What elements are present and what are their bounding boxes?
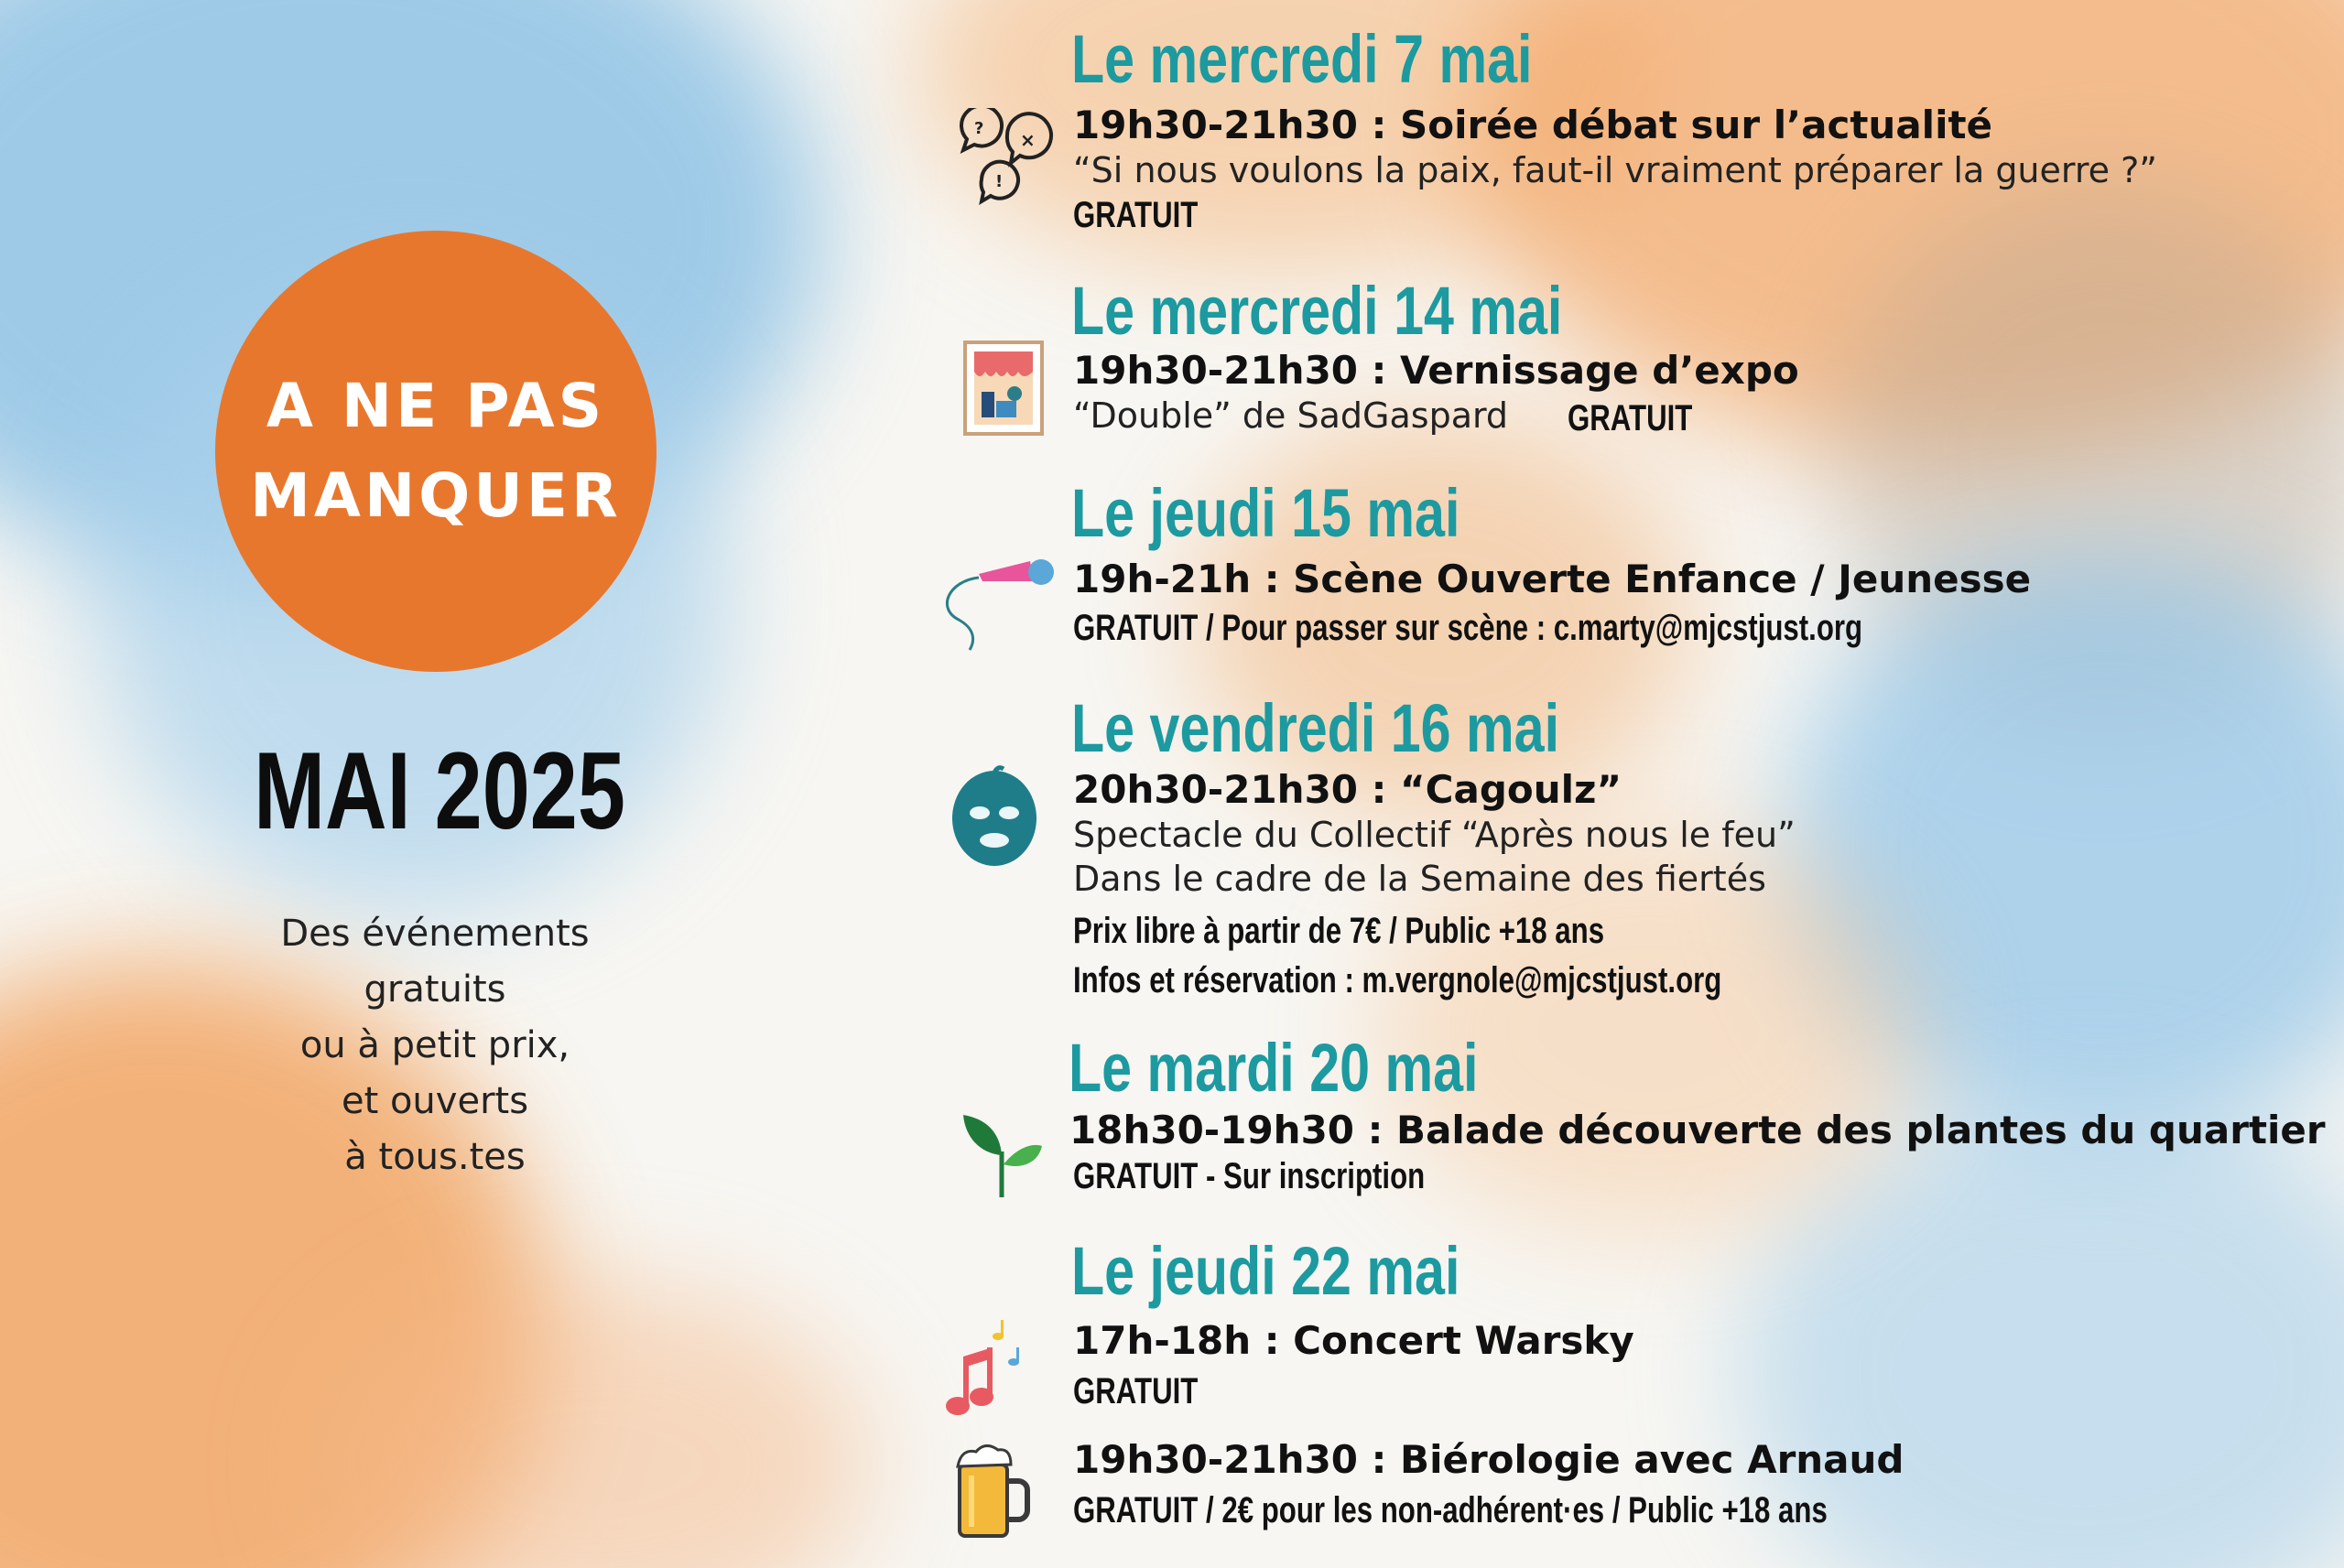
event-title: 19h30-21h30 : Soirée débat sur l’actualité bbox=[1073, 103, 1993, 147]
event-date: Le jeudi 15 mai bbox=[1071, 475, 1460, 551]
event-subtitle: Spectacle du Collectif “Après nous le feu” bbox=[1073, 815, 1796, 855]
event-title: 19h30-21h30 : Vernissage d’expo bbox=[1073, 348, 1799, 393]
event-info: Infos et réservation : m.vergnole@mjcstjust.org bbox=[1073, 960, 1722, 1000]
event-title-2: 19h30-21h30 : Biérologie avec Arnaud bbox=[1073, 1437, 1904, 1482]
tagline bbox=[183, 906, 687, 1185]
event-price: GRATUIT - Sur inscription bbox=[1073, 1156, 1426, 1196]
beer-mug-icon bbox=[954, 1444, 1031, 1540]
svg-text:!: ! bbox=[995, 172, 1004, 191]
event-price: GRATUIT / Pour passer sur scène : c.marty@mjcstjust.org bbox=[1073, 608, 1863, 648]
event-price: GRATUIT bbox=[1073, 1371, 1199, 1411]
badge-line-2: MANQUER bbox=[250, 460, 622, 531]
balaclava-mask-icon bbox=[949, 765, 1040, 868]
event-title: 17h-18h : Concert Warsky bbox=[1073, 1318, 1634, 1363]
tagline-line: Des événements bbox=[280, 913, 590, 955]
event-price: GRATUIT bbox=[1073, 195, 1199, 235]
event-price: Prix libre à partir de 7€ / Public +18 ans bbox=[1073, 911, 1605, 951]
debate-speech-bubbles-icon bbox=[954, 108, 1055, 209]
event-price: GRATUIT bbox=[1568, 398, 1693, 438]
event-date: Le mercredi 7 mai bbox=[1071, 21, 1533, 97]
badge-line-1: A NE PAS bbox=[266, 371, 606, 441]
event-date: Le jeudi 22 mai bbox=[1071, 1233, 1460, 1309]
painting-frame-icon bbox=[963, 341, 1044, 436]
tagline-line: gratuits bbox=[364, 968, 506, 1011]
event-title: 19h-21h : Scène Ouverte Enfance / Jeunesse bbox=[1073, 557, 2032, 601]
svg-text:?: ? bbox=[974, 119, 984, 138]
event-title: 18h30-19h30 : Balade découverte des plantes du quartier bbox=[1069, 1108, 2326, 1152]
event-title: 20h30-21h30 : “Cagoulz” bbox=[1073, 767, 1622, 812]
tagline-line: ou à petit prix, bbox=[299, 1024, 570, 1066]
event-date: Le mardi 20 mai bbox=[1069, 1030, 1479, 1106]
month-title: MAI 2025 bbox=[254, 730, 625, 852]
tagline-line: à tous.tes bbox=[344, 1136, 526, 1178]
event-subtitle: “Si nous voulons la paix, faut-il vraiment préparer la guerre ?” bbox=[1073, 150, 2157, 190]
music-notes-icon bbox=[943, 1320, 1035, 1417]
event-date: Le mercredi 14 mai bbox=[1071, 273, 1563, 349]
event-price-2: GRATUIT / 2€ pour les non-adhérent·es / Public +18 ans bbox=[1073, 1490, 1828, 1530]
event-subtitle: “Double” de SadGaspard bbox=[1073, 395, 1509, 436]
svg-text:×: × bbox=[1020, 129, 1036, 151]
microphone-icon bbox=[939, 554, 1067, 654]
plant-sprout-icon bbox=[961, 1109, 1044, 1197]
event-subtitle-2: Dans le cadre de la Semaine des fiertés bbox=[1073, 859, 1766, 899]
event-date: Le vendredi 16 mai bbox=[1071, 690, 1560, 766]
tagline-line: et ouverts bbox=[341, 1080, 529, 1122]
highlight-badge bbox=[215, 231, 657, 672]
